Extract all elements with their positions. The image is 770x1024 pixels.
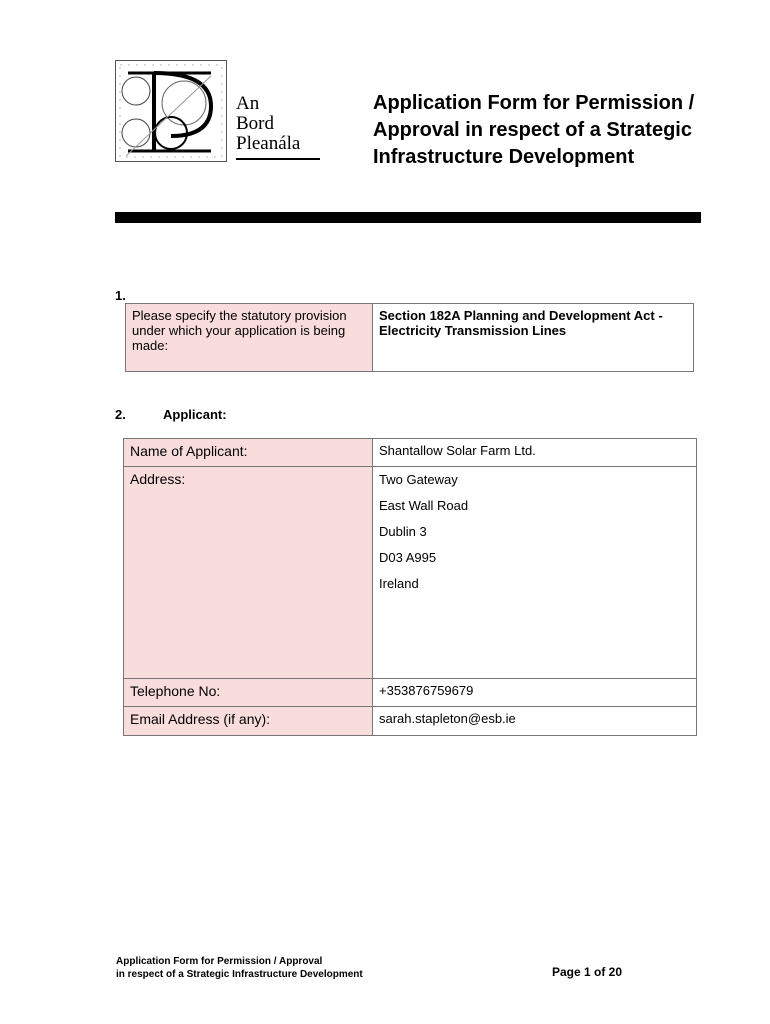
name-label: Name of Applicant: [124, 439, 373, 467]
section-number: 1. [115, 288, 126, 303]
email-value[interactable]: sarah.stapleton@esb.ie [373, 707, 697, 736]
footer-title [116, 955, 363, 981]
address-line: Dublin 3 [379, 524, 427, 539]
address-line: Ireland [379, 576, 419, 591]
logo-wordmark [236, 94, 320, 160]
footer-line: in respect of a Strategic Infrastructure Development [116, 969, 363, 980]
section-number: 2. [115, 407, 126, 422]
footer-line: Application Form for Permission / Approval [116, 956, 323, 967]
section-heading: Applicant: [163, 407, 227, 422]
an-bord-pleanala-logo-icon [115, 60, 227, 162]
header-divider [115, 212, 701, 223]
applicant-table [123, 438, 697, 736]
phone-label: Telephone No: [124, 679, 373, 707]
name-value[interactable]: Shantallow Solar Farm Ltd. [373, 439, 697, 467]
address-line: D03 A995 [379, 550, 437, 565]
address-value[interactable] [373, 467, 697, 679]
address-line: East Wall Road [379, 498, 469, 513]
logo-line: Pleanála [236, 133, 301, 154]
logo-line: An [236, 93, 260, 114]
page-title: Application Form for Permission / Approval in respect of a Strategic Infrastructure Development [373, 92, 695, 168]
statutory-provision-label: Please specify the statutory provision under which your application is being made: [126, 304, 373, 372]
statutory-provision-value[interactable]: Section 182A Planning and Development Act - Electricity Transmission Lines [373, 304, 694, 372]
statutory-provision-table [125, 303, 694, 372]
address-label: Address: [124, 467, 373, 679]
address-line: Two Gateway [379, 472, 458, 487]
phone-value[interactable]: +353876759679 [373, 679, 697, 707]
email-label: Email Address (if any): [124, 707, 373, 736]
logo-line: Bord [236, 113, 274, 134]
page-number: Page 1 of 20 [552, 965, 623, 979]
